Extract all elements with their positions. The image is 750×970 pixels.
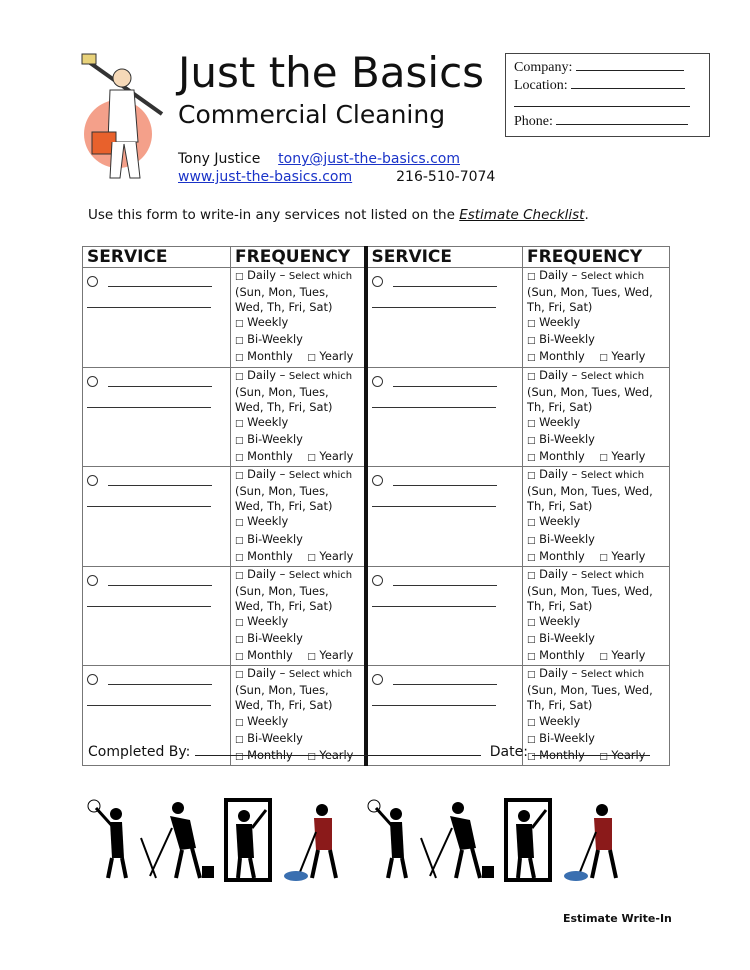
service-radio[interactable] bbox=[87, 674, 98, 685]
weekly-label: Weekly bbox=[539, 315, 581, 330]
days-text: Wed, Th, Fri, Sat) bbox=[235, 698, 333, 713]
biweekly-checkbox[interactable]: □ bbox=[527, 734, 536, 745]
daily-checkbox[interactable]: □ bbox=[235, 670, 244, 681]
service-radio[interactable] bbox=[87, 276, 98, 287]
location-label: Location: bbox=[514, 78, 568, 93]
monthly-checkbox[interactable]: □ bbox=[235, 353, 244, 364]
daily-checkbox[interactable]: □ bbox=[527, 670, 536, 681]
service-radio[interactable] bbox=[87, 376, 98, 387]
biweekly-label: Bi-Weekly bbox=[539, 730, 595, 745]
select-which-label: Select which bbox=[288, 470, 353, 482]
yearly-checkbox[interactable]: □ bbox=[307, 552, 316, 563]
client-info-box bbox=[505, 53, 710, 137]
date-field[interactable] bbox=[532, 743, 650, 756]
table-row bbox=[83, 566, 670, 666]
frequency-cell bbox=[523, 367, 670, 467]
service-name-field[interactable] bbox=[108, 676, 212, 685]
table-row bbox=[83, 268, 670, 368]
monthly-label: Monthly bbox=[539, 349, 585, 364]
intro-end: . bbox=[584, 207, 589, 223]
service-name-field[interactable] bbox=[393, 676, 497, 685]
yearly-checkbox[interactable]: □ bbox=[307, 751, 316, 762]
days-text: (Sun, Mon, Tues, Wed, bbox=[527, 683, 653, 698]
weekly-checkbox[interactable]: □ bbox=[527, 717, 536, 728]
service-radio[interactable] bbox=[87, 575, 98, 586]
days-text: Wed, Th, Fri, Sat) bbox=[235, 598, 333, 613]
service-name-field[interactable] bbox=[393, 378, 497, 387]
monthly-label: Monthly bbox=[539, 648, 585, 663]
days-text: (Sun, Mon, Tues, bbox=[235, 583, 329, 598]
monthly-label: Monthly bbox=[247, 648, 293, 663]
completion-line bbox=[88, 743, 650, 760]
monthly-checkbox[interactable]: □ bbox=[527, 652, 536, 663]
yearly-label: Yearly bbox=[611, 548, 646, 563]
biweekly-checkbox[interactable]: □ bbox=[527, 435, 536, 446]
weekly-checkbox[interactable]: □ bbox=[235, 319, 244, 330]
biweekly-checkbox[interactable]: □ bbox=[527, 336, 536, 347]
monthly-checkbox[interactable]: □ bbox=[527, 453, 536, 464]
header-service: SERVICE bbox=[83, 247, 231, 268]
service-cell bbox=[83, 566, 231, 666]
yearly-checkbox[interactable]: □ bbox=[599, 353, 608, 364]
yearly-label: Yearly bbox=[319, 449, 354, 464]
vacuum-worker-icon bbox=[284, 804, 336, 881]
biweekly-label: Bi-Weekly bbox=[539, 631, 595, 646]
days-text: (Sun, Mon, Tues, Wed, bbox=[527, 384, 653, 399]
weekly-label: Weekly bbox=[539, 414, 581, 429]
weekly-checkbox[interactable]: □ bbox=[235, 518, 244, 529]
service-name-field-line2[interactable] bbox=[372, 393, 496, 408]
weekly-checkbox[interactable]: □ bbox=[235, 617, 244, 628]
email-link[interactable]: tony@just-the-basics.com bbox=[278, 151, 460, 167]
biweekly-label: Bi-Weekly bbox=[247, 531, 303, 546]
location-field-line2[interactable] bbox=[514, 94, 690, 107]
contact-block bbox=[178, 150, 495, 186]
weekly-label: Weekly bbox=[539, 713, 581, 728]
service-name-field-line2[interactable] bbox=[372, 492, 496, 507]
intro-text bbox=[88, 207, 589, 223]
service-cell bbox=[366, 268, 523, 368]
service-radio[interactable] bbox=[372, 276, 383, 287]
yearly-label: Yearly bbox=[319, 349, 354, 364]
completed-by-field[interactable] bbox=[195, 743, 481, 756]
services-table bbox=[82, 246, 670, 766]
date-label: Date: bbox=[489, 744, 528, 760]
weekly-label: Weekly bbox=[247, 315, 289, 330]
frequency-cell bbox=[523, 566, 670, 666]
daily-label: Daily – bbox=[247, 666, 286, 681]
days-text: Th, Fri, Sat) bbox=[527, 698, 593, 713]
frequency-cell bbox=[523, 268, 670, 368]
service-name-field-line2[interactable] bbox=[87, 492, 211, 507]
company-field[interactable] bbox=[576, 58, 684, 71]
duster-worker-icon bbox=[88, 800, 156, 878]
daily-label: Daily – bbox=[539, 666, 578, 681]
service-name-field-line2[interactable] bbox=[87, 393, 211, 408]
days-text: (Sun, Mon, Tues, bbox=[235, 484, 329, 499]
daily-label: Daily – bbox=[539, 566, 578, 581]
days-text: (Sun, Mon, Tues, Wed, bbox=[527, 583, 653, 598]
biweekly-label: Bi-Weekly bbox=[247, 332, 303, 347]
daily-label: Daily – bbox=[247, 467, 286, 482]
monthly-label: Monthly bbox=[247, 449, 293, 464]
service-name-field-line2[interactable] bbox=[372, 592, 496, 607]
days-text: Wed, Th, Fri, Sat) bbox=[235, 300, 333, 315]
biweekly-checkbox[interactable]: □ bbox=[235, 535, 244, 546]
yearly-checkbox[interactable]: □ bbox=[599, 552, 608, 563]
yearly-label: Yearly bbox=[611, 349, 646, 364]
frequency-cell bbox=[231, 268, 366, 368]
monthly-checkbox[interactable]: □ bbox=[235, 453, 244, 464]
weekly-checkbox[interactable]: □ bbox=[527, 617, 536, 628]
days-text: Th, Fri, Sat) bbox=[527, 399, 593, 414]
select-which-label: Select which bbox=[288, 669, 353, 681]
select-which-label: Select which bbox=[580, 470, 645, 482]
daily-label: Daily – bbox=[247, 367, 286, 382]
yearly-label: Yearly bbox=[611, 747, 646, 762]
biweekly-checkbox[interactable]: □ bbox=[527, 535, 536, 546]
days-text: Th, Fri, Sat) bbox=[527, 300, 593, 315]
biweekly-label: Bi-Weekly bbox=[247, 730, 303, 745]
daily-checkbox[interactable]: □ bbox=[235, 471, 244, 482]
days-text: Th, Fri, Sat) bbox=[527, 598, 593, 613]
daily-label: Daily – bbox=[539, 367, 578, 382]
service-name-field-line2[interactable] bbox=[372, 691, 496, 706]
weekly-checkbox[interactable]: □ bbox=[235, 717, 244, 728]
biweekly-checkbox[interactable]: □ bbox=[235, 635, 244, 646]
weekly-checkbox[interactable]: □ bbox=[527, 319, 536, 330]
service-radio[interactable] bbox=[372, 475, 383, 486]
service-name-field[interactable] bbox=[393, 577, 497, 586]
select-which-label: Select which bbox=[580, 669, 645, 681]
yearly-checkbox[interactable]: □ bbox=[599, 751, 608, 762]
days-text: (Sun, Mon, Tues, Wed, bbox=[527, 484, 653, 499]
service-name-field-line2[interactable] bbox=[87, 293, 211, 308]
weekly-label: Weekly bbox=[247, 613, 289, 628]
select-which-label: Select which bbox=[288, 370, 353, 382]
biweekly-label: Bi-Weekly bbox=[539, 431, 595, 446]
service-cell bbox=[366, 367, 523, 467]
service-radio[interactable] bbox=[372, 575, 383, 586]
weekly-checkbox[interactable]: □ bbox=[235, 418, 244, 429]
monthly-label: Monthly bbox=[247, 548, 293, 563]
yearly-checkbox[interactable]: □ bbox=[307, 453, 316, 464]
weekly-label: Weekly bbox=[247, 713, 289, 728]
estimate-checklist-ref: Estimate Checklist bbox=[459, 207, 585, 223]
frequency-cell bbox=[523, 467, 670, 567]
daily-checkbox[interactable]: □ bbox=[527, 570, 536, 581]
select-which-label: Select which bbox=[580, 271, 645, 282]
select-which-label: Select which bbox=[288, 271, 353, 282]
service-radio[interactable] bbox=[372, 376, 383, 387]
weekly-label: Weekly bbox=[247, 514, 289, 529]
company-label: Company: bbox=[514, 60, 573, 75]
biweekly-checkbox[interactable]: □ bbox=[235, 734, 244, 745]
service-cell bbox=[366, 566, 523, 666]
company-title: Just the Basics bbox=[178, 48, 485, 97]
days-text: (Sun, Mon, Tues, bbox=[235, 384, 329, 399]
daily-label: Daily – bbox=[539, 268, 578, 282]
contact-name: Tony Justice bbox=[178, 151, 261, 167]
header-frequency: FREQUENCY bbox=[231, 247, 366, 268]
yearly-label: Yearly bbox=[611, 648, 646, 663]
daily-checkbox[interactable]: □ bbox=[235, 272, 244, 282]
biweekly-label: Bi-Weekly bbox=[539, 332, 595, 347]
days-text: Wed, Th, Fri, Sat) bbox=[235, 499, 333, 514]
yearly-checkbox[interactable]: □ bbox=[599, 652, 608, 663]
service-name-field[interactable] bbox=[108, 477, 212, 486]
monthly-label: Monthly bbox=[539, 747, 585, 762]
yearly-label: Yearly bbox=[319, 648, 354, 663]
monthly-label: Monthly bbox=[539, 548, 585, 563]
daily-checkbox[interactable]: □ bbox=[235, 570, 244, 581]
table-row bbox=[83, 367, 670, 467]
phone-field[interactable] bbox=[556, 112, 688, 125]
monthly-checkbox[interactable]: □ bbox=[527, 751, 536, 762]
daily-label: Daily – bbox=[247, 268, 286, 282]
service-name-field-line2[interactable] bbox=[87, 691, 211, 706]
service-name-field-line2[interactable] bbox=[87, 592, 211, 607]
monthly-label: Monthly bbox=[247, 747, 293, 762]
frequency-cell bbox=[231, 467, 366, 567]
table-row bbox=[83, 467, 670, 567]
weekly-checkbox[interactable]: □ bbox=[527, 418, 536, 429]
yearly-checkbox[interactable]: □ bbox=[307, 353, 316, 364]
monthly-checkbox[interactable]: □ bbox=[527, 552, 536, 563]
location-field[interactable] bbox=[571, 76, 685, 89]
days-text: Wed, Th, Fri, Sat) bbox=[235, 399, 333, 414]
phone-label: Phone: bbox=[514, 114, 553, 129]
daily-label: Daily – bbox=[539, 467, 578, 482]
yearly-checkbox[interactable]: □ bbox=[307, 652, 316, 663]
monthly-checkbox[interactable]: □ bbox=[235, 552, 244, 563]
header-frequency: FREQUENCY bbox=[523, 247, 670, 268]
daily-checkbox[interactable]: □ bbox=[527, 471, 536, 482]
select-which-label: Select which bbox=[580, 370, 645, 382]
cleaning-workers-illustration bbox=[86, 798, 646, 883]
website-link[interactable]: www.just-the-basics.com bbox=[178, 169, 353, 185]
biweekly-checkbox[interactable]: □ bbox=[527, 635, 536, 646]
monthly-checkbox[interactable]: □ bbox=[235, 751, 244, 762]
weekly-label: Weekly bbox=[539, 514, 581, 529]
yearly-label: Yearly bbox=[319, 747, 354, 762]
monthly-label: Monthly bbox=[539, 449, 585, 464]
yearly-checkbox[interactable]: □ bbox=[599, 453, 608, 464]
days-text: (Sun, Mon, Tues, bbox=[235, 683, 329, 698]
biweekly-label: Bi-Weekly bbox=[539, 531, 595, 546]
days-text: (Sun, Mon, Tues, bbox=[235, 285, 329, 300]
biweekly-label: Bi-Weekly bbox=[247, 431, 303, 446]
service-name-field[interactable] bbox=[108, 378, 212, 387]
biweekly-checkbox[interactable]: □ bbox=[235, 435, 244, 446]
service-cell bbox=[83, 268, 231, 368]
service-cell bbox=[83, 367, 231, 467]
service-name-field[interactable] bbox=[108, 278, 212, 287]
frequency-cell bbox=[231, 367, 366, 467]
service-radio[interactable] bbox=[372, 674, 383, 685]
phone-number: 216-510-7074 bbox=[396, 169, 496, 185]
service-radio[interactable] bbox=[87, 475, 98, 486]
monthly-checkbox[interactable]: □ bbox=[527, 353, 536, 364]
days-text: Th, Fri, Sat) bbox=[527, 499, 593, 514]
days-text: (Sun, Mon, Tues, Wed, bbox=[527, 285, 653, 300]
header-service: SERVICE bbox=[366, 247, 523, 268]
intro-body: Use this form to write-in any services not listed on the bbox=[88, 207, 460, 223]
service-cell bbox=[83, 467, 231, 567]
service-name-field[interactable] bbox=[393, 477, 497, 486]
completed-by-label: Completed By: bbox=[88, 744, 191, 760]
weekly-label: Weekly bbox=[539, 613, 581, 628]
yearly-label: Yearly bbox=[319, 548, 354, 563]
mopping-worker-icon bbox=[150, 802, 214, 878]
daily-checkbox[interactable]: □ bbox=[527, 371, 536, 382]
service-cell bbox=[366, 467, 523, 567]
window-washer-icon bbox=[226, 800, 270, 880]
monthly-checkbox[interactable]: □ bbox=[235, 652, 244, 663]
cleaner-logo-illustration bbox=[80, 52, 170, 187]
biweekly-label: Bi-Weekly bbox=[247, 631, 303, 646]
yearly-label: Yearly bbox=[611, 449, 646, 464]
service-name-field[interactable] bbox=[393, 278, 497, 287]
service-name-field-line2[interactable] bbox=[372, 293, 496, 308]
weekly-checkbox[interactable]: □ bbox=[527, 518, 536, 529]
daily-label: Daily – bbox=[247, 566, 286, 581]
monthly-label: Monthly bbox=[247, 349, 293, 364]
biweekly-checkbox[interactable]: □ bbox=[235, 336, 244, 347]
daily-checkbox[interactable]: □ bbox=[527, 272, 536, 282]
select-which-label: Select which bbox=[580, 569, 645, 581]
frequency-cell bbox=[231, 566, 366, 666]
daily-checkbox[interactable]: □ bbox=[235, 371, 244, 382]
select-which-label: Select which bbox=[288, 569, 353, 581]
service-name-field[interactable] bbox=[108, 577, 212, 586]
company-subtitle: Commercial Cleaning bbox=[178, 100, 446, 129]
weekly-label: Weekly bbox=[247, 414, 289, 429]
footer-label: Estimate Write-In bbox=[563, 912, 672, 925]
